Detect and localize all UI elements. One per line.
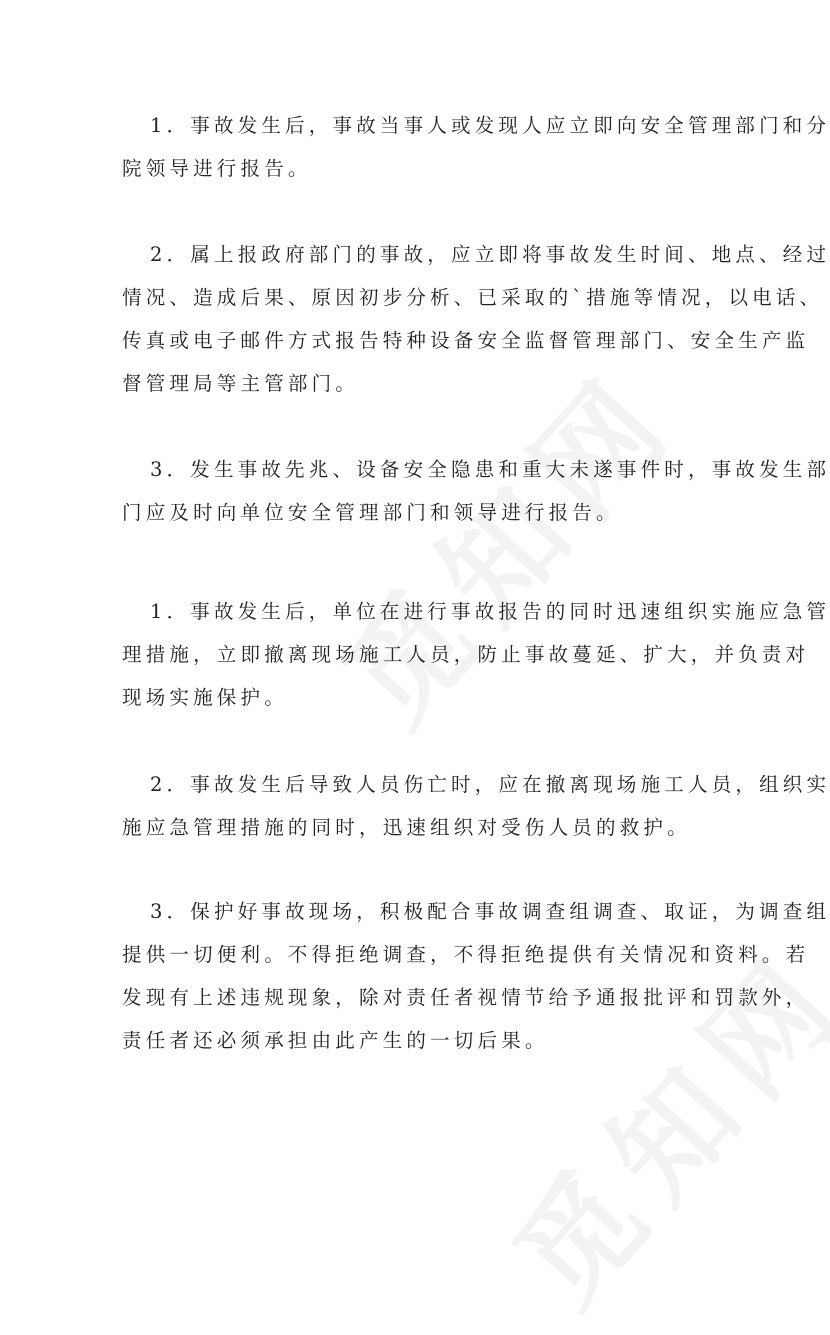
paragraph-line: 发现有上述违规现象，除对责任者视情节给予通报批评和罚款外， xyxy=(122,986,810,1009)
paragraph-line: 1．事故发生后，单位在进行事故报告的同时迅速组织实施应急管 xyxy=(150,600,830,623)
paragraph-report-1 xyxy=(122,104,830,190)
paragraph-line: 施应急管理措施的同时，迅速组织对受伤人员的救护。 xyxy=(122,816,691,839)
paragraph-line: 情况、造成后果、原因初步分析、已采取的`措施等情况，以电话、 xyxy=(122,286,824,309)
paragraph-line: 3．保护好事故现场，积极配合事故调查组调查、取证，为调查组 xyxy=(150,900,830,923)
paragraph-line: 院领导进行报告。 xyxy=(122,157,312,180)
paragraph-line: 2．属上报政府部门的事故，应立即将事故发生时间、地点、经过 xyxy=(150,243,830,266)
paragraph-line: 2．事故发生后导致人员伤亡时，应在撤离现场施工人员，组织实 xyxy=(150,773,830,796)
paragraph-response-2 xyxy=(122,763,830,849)
paragraph-report-2 xyxy=(122,233,830,405)
paragraph-line: 传真或电子邮件方式报告特种设备安全监督管理部门、安全生产监 xyxy=(122,329,810,352)
paragraph-response-1 xyxy=(122,590,830,719)
paragraph-line: 3．发生事故先兆、设备安全隐患和重大未遂事件时，事故发生部 xyxy=(150,458,830,481)
paragraph-line: 提供一切便利。不得拒绝调查，不得拒绝提供有关情况和资料。若 xyxy=(122,943,810,966)
paragraph-line: 督管理局等主管部门。 xyxy=(122,372,360,395)
paragraph-response-3 xyxy=(122,890,830,1062)
paragraph-line: 责任者还必须承担由此产生的一切后果。 xyxy=(122,1029,549,1052)
paragraph-line: 门应及时向单位安全管理部门和领导进行报告。 xyxy=(122,501,620,524)
paragraph-report-3 xyxy=(122,448,830,534)
paragraph-line: 现场实施保护。 xyxy=(122,686,288,709)
paragraph-line: 1．事故发生后，事故当事人或发现人应立即向安全管理部门和分 xyxy=(150,114,830,137)
paragraph-line: 理措施，立即撤离现场施工人员，防止事故蔓延、扩大，并负责对 xyxy=(122,643,810,666)
